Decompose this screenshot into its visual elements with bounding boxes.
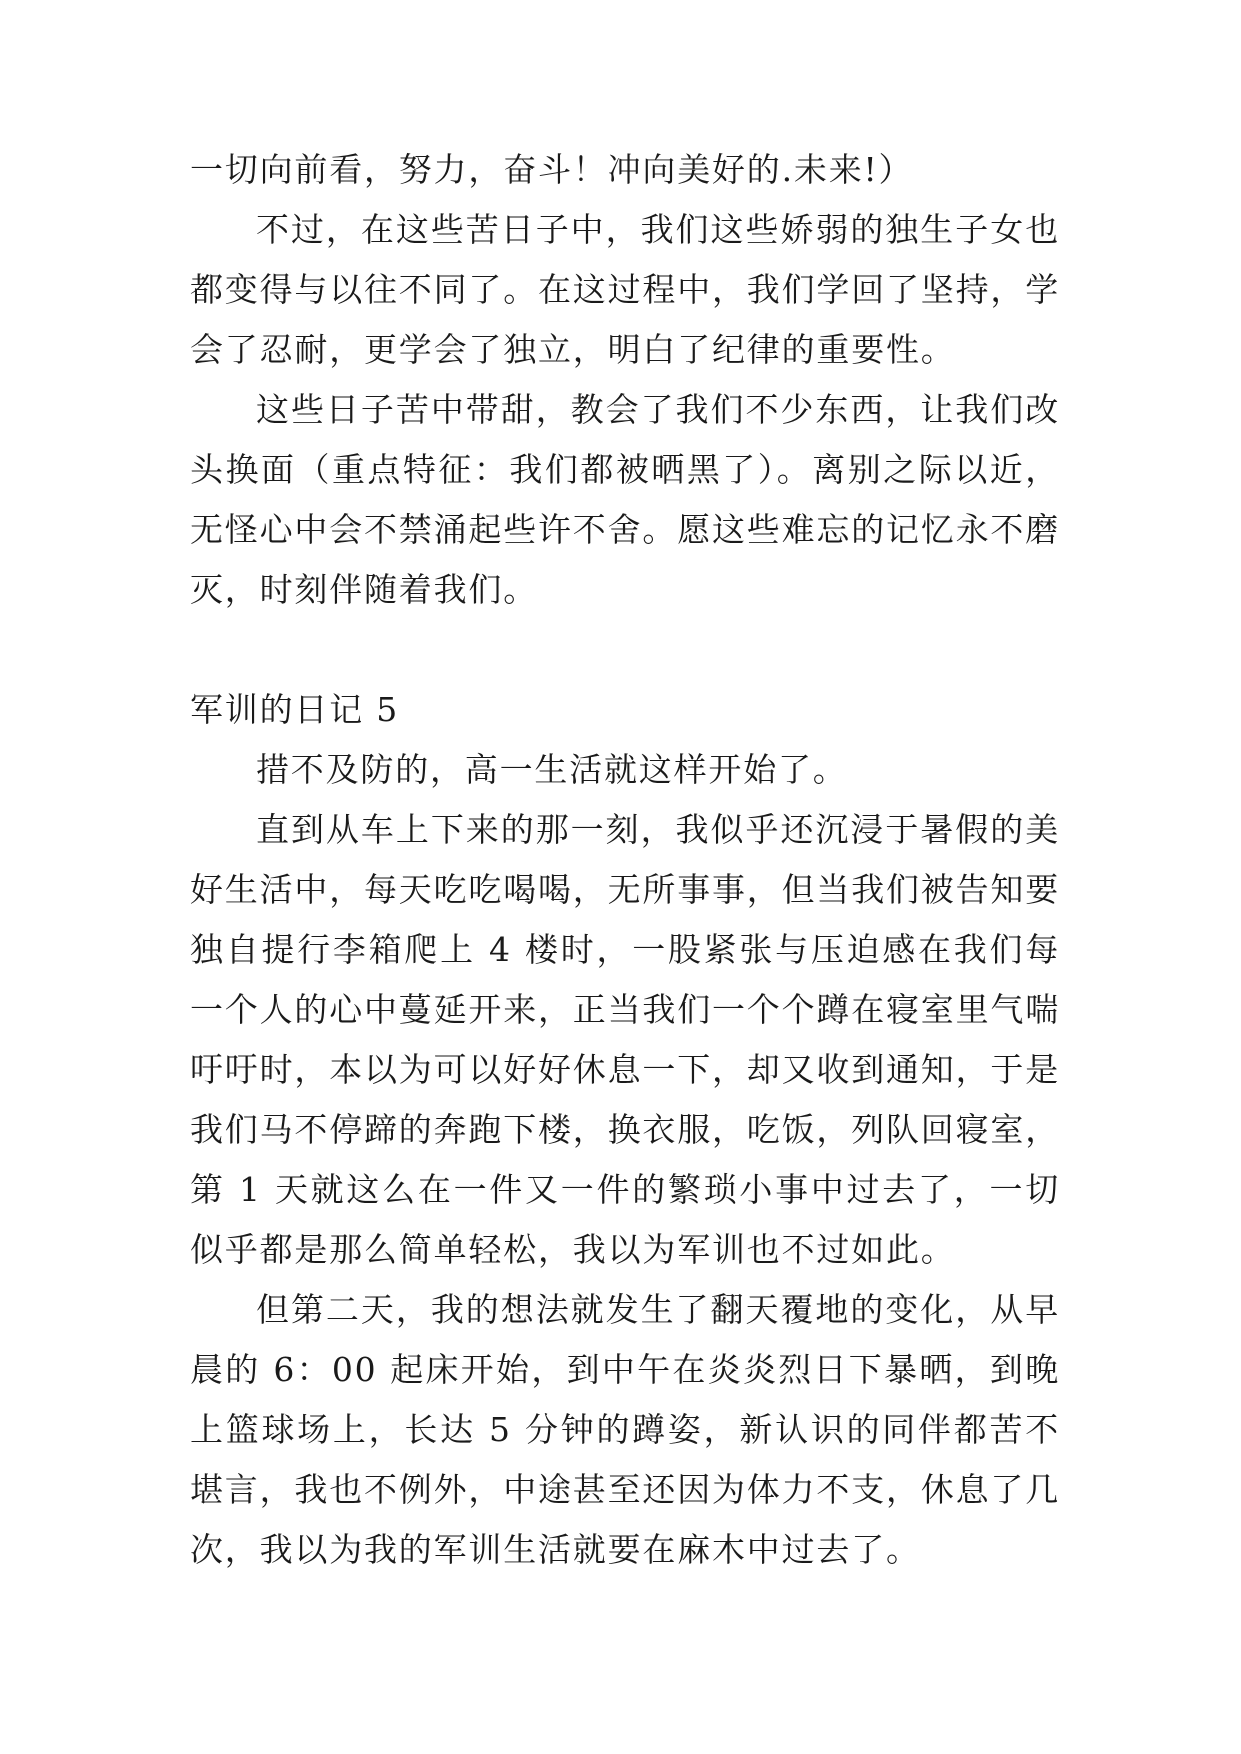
document-page [190, 140, 1060, 1580]
paragraph: 但第二天，我的想法就发生了翻天覆地的变化，从早晨的 6：00 起床开始，到中午在炎炎烈日下暴晒，到晚上篮球场上，长达 5 分钟的蹲姿，新认识的同伴都苦不堪言，我也不例外，中途甚至还因为体力不支，休息了几次，我以为我的军训生活就要在麻木中过去了。 [190, 1290, 1060, 1569]
paragraph: 不过，在这些苦日子中，我们这些娇弱的独生子女也都变得与以往不同了。在这过程中，我们学回了坚持，学会了忍耐，更学会了独立，明白了纪律的重要性。 [190, 210, 1060, 369]
paragraph: 这些日子苦中带甜，教会了我们不少东西，让我们改头换面（重点特征：我们都被晒黑了）。离别之际以近，无怪心中会不禁涌起些许不舍。愿这些难忘的记忆永不磨灭，时刻伴随着我们。 [190, 390, 1060, 609]
paragraph-continuation: 一切向前看，努力，奋斗！冲向美好的.未来!） [190, 150, 914, 189]
paragraph: 直到从车上下来的那一刻，我似乎还沉浸于暑假的美好生活中，每天吃吃喝喝，无所事事，但当我们被告知要独自提行李箱爬上 4 楼时，一股紧张与压迫感在我们每一个人的心中蔓延开来，正当我们一个个蹲在寝室里气喘吁吁时，本以为可以好好休息一下，却又收到通知，于是我们马不停蹄的奔跑下楼，换衣服，吃饭，列队回寝室，第 1 天就这么在一件又一件的繁琐小事中过去了，一切似乎都是那么简单轻松，我以为军训也不过如此。 [190, 810, 1060, 1269]
section-title: 军训的日记 5 [190, 690, 400, 729]
paragraph: 措不及防的，高一生活就这样开始了。 [256, 750, 848, 789]
